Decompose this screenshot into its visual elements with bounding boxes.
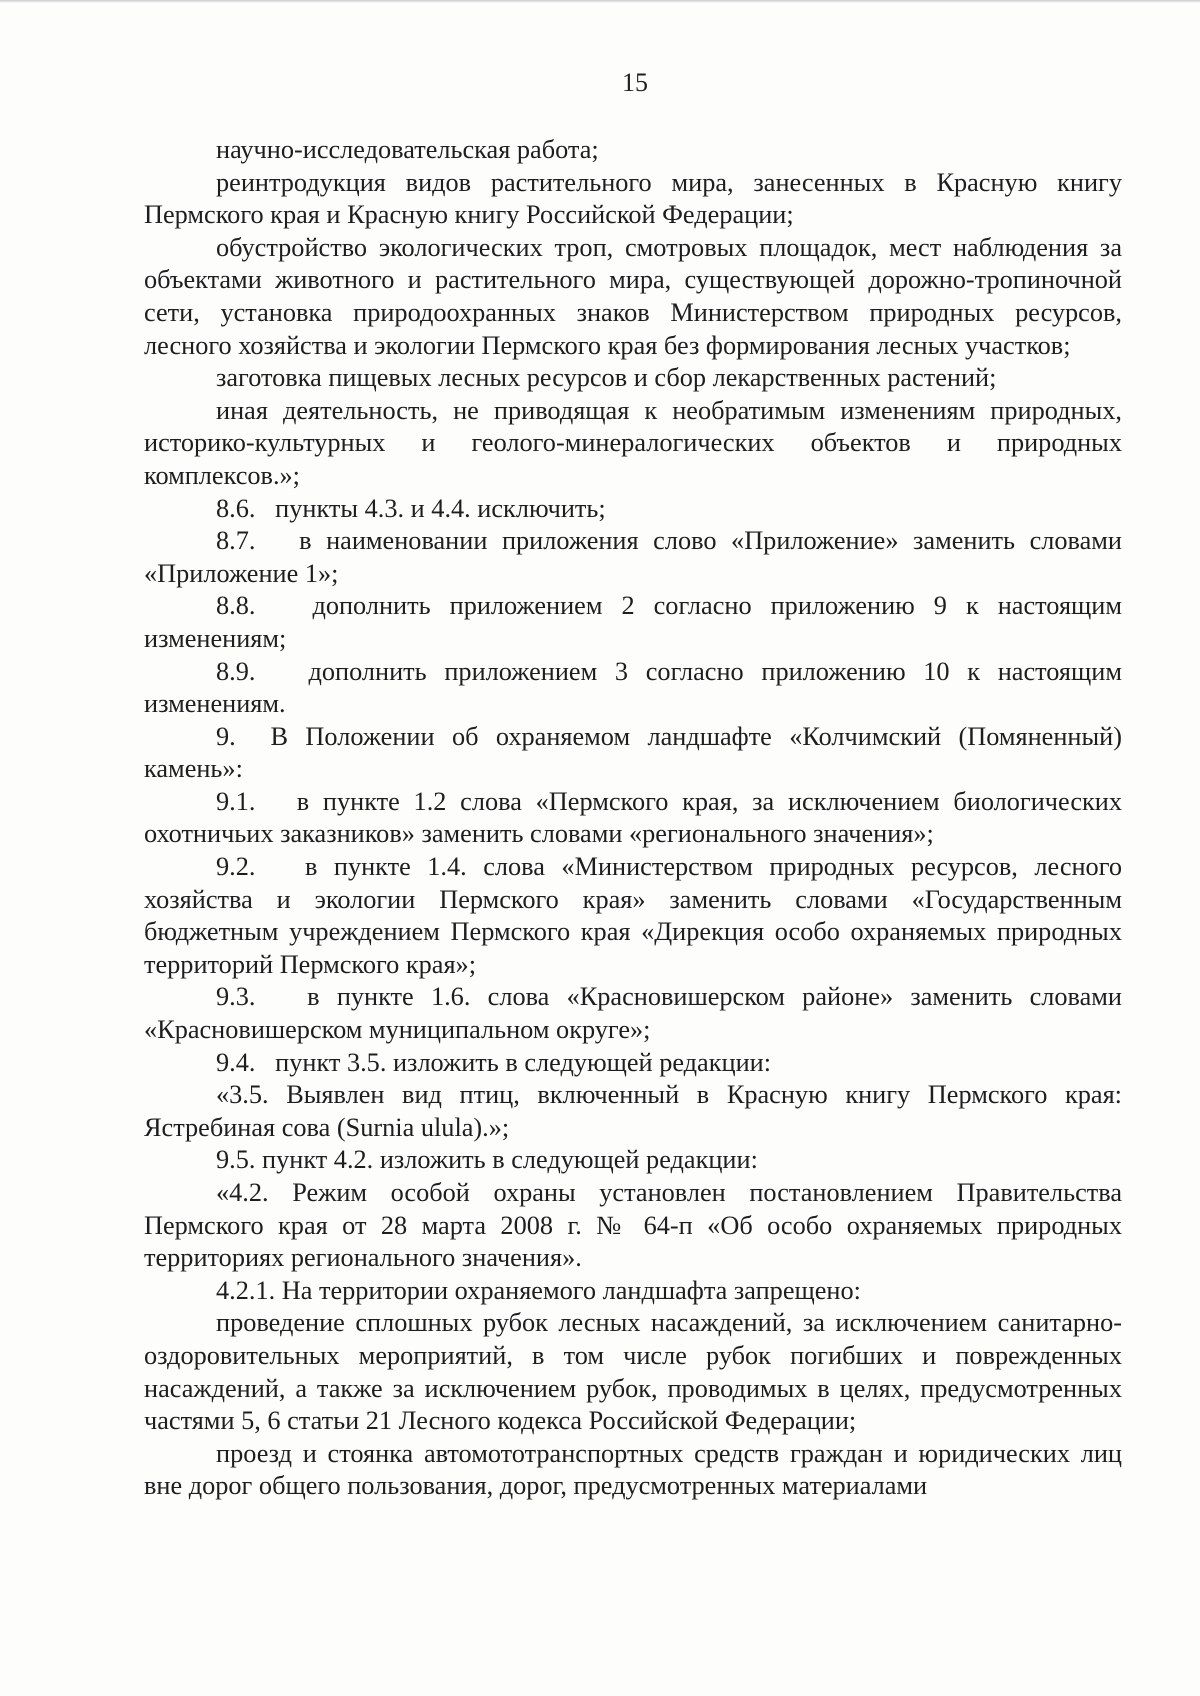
- paragraph-research-work: научно-исследовательская работа;: [216, 135, 599, 164]
- paragraph-food-resources: заготовка пищевых лесных ресурсов и сбор лекарственных растений;: [216, 363, 997, 393]
- paragraph-item-9-2: 9.2. в пункте 1.4. слова «Министерством природных ресурсов, лесного хозяйства и экологии Пермского края» заменить словами «Государственным бюджетным учреждением Пермского края «Дирекция особо охраняемых природных территорий Пермского края»;: [144, 852, 1122, 979]
- paragraph-clear-cutting: проведение сплошных рубок лесных насаждений, за исключением санитарно-оздоровительных мероприятий, в том числе рубок погибших и поврежденных насаждений, а также за исключением рубок, проводимых в целях, предусмотренных частями 5, 6 статьи 21 Лесного кодекса Российской Федерации;: [144, 1308, 1122, 1436]
- paragraph-item-8-6: 8.6. пункты 4.3. и 4.4. исключить;: [216, 493, 606, 523]
- paragraph-item-9-1: 9.1. в пункте 1.2 слова «Пермского края, за исключением биологических охотничьих заказников» заменить словами «регионального значения»;: [144, 786, 1122, 849]
- paragraph-item-4-2-text: «4.2. Режим особой охраны установлен постановлением Правительства Пермского края от 28 марта 2008 г. № 64-п «Об особо охраняемых природных территориях регионального значения».: [144, 1178, 1122, 1273]
- document-body: [144, 134, 1122, 1503]
- paragraph-item-8-9: 8.9. дополнить приложением 3 согласно приложению 10 к настоящим изменениям.: [144, 656, 1122, 719]
- paragraph-item-9: 9. В Положении об охраняемом ландшафте «Колчимский (Помяненный) камень»:: [144, 721, 1122, 784]
- paragraph-item-3-5-text: «3.5. Выявлен вид птиц, включенный в Красную книгу Пермского края: Ястребиная сова (Surnia ulula).»;: [144, 1080, 1122, 1142]
- paragraph-vehicle-travel: проезд и стоянка автомототранспортных средств граждан и юридических лиц вне дорог общего пользования, дорог, предусмотренных материалами: [144, 1438, 1122, 1501]
- paragraph-item-8-8: 8.8. дополнить приложением 2 согласно приложению 9 к настоящим изменениям;: [144, 591, 1122, 653]
- paragraph-eco-trails: обустройство экологических троп, смотровых площадок, мест наблюдения за объектами животного и растительного мира, существующей дорожно-тропиночной сети, установка природоохранных знаков Министерством природных ресурсов, лесного хозяйства и экологии Пермского края без формирования лесных участков;: [144, 232, 1122, 360]
- paragraph-item-9-5: 9.5. пункт 4.2. изложить в следующей редакции:: [216, 1145, 758, 1175]
- paragraph-item-9-4: 9.4. пункт 3.5. изложить в следующей редакции:: [216, 1047, 772, 1077]
- paragraph-item-9-3: 9.3. в пункте 1.6. слова «Красновишерском районе» заменить словами «Красновишерском муниципальном округе»;: [144, 982, 1122, 1045]
- page-number: 15: [622, 68, 648, 97]
- paragraph-item-4-2-1: 4.2.1. На территории охраняемого ландшафта запрещено:: [216, 1275, 861, 1305]
- scan-edge-shadow: [0, 0, 1200, 3]
- paragraph-other-activity: иная деятельность, не приводящая к необратимым изменениям природных, историко-культурных и геолого-минералогических объектов и природных комплексов.»;: [144, 395, 1122, 490]
- paragraph-reintroduction: реинтродукция видов растительного мира, занесенных в Красную книгу Пермского края и Красную книгу Российской Федерации;: [144, 167, 1122, 230]
- paragraph-item-8-7: 8.7. в наименовании приложения слово «Приложение» заменить словами «Приложение 1»;: [144, 526, 1122, 588]
